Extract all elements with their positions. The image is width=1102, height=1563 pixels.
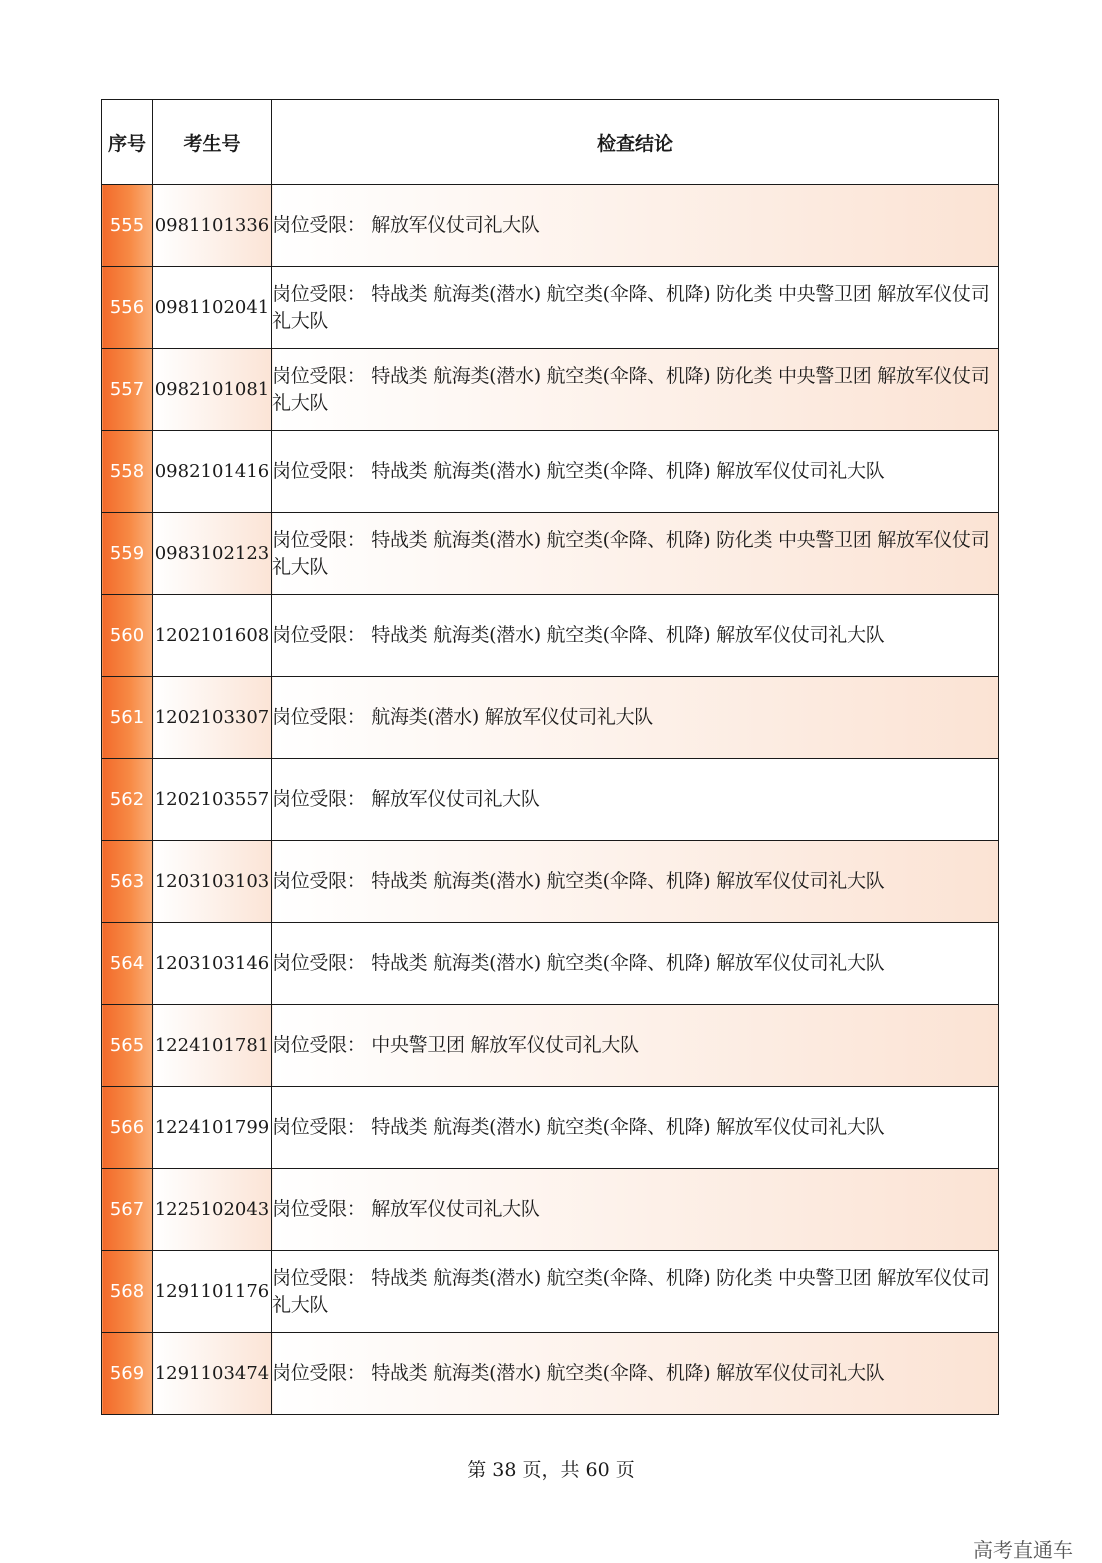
exam-no-cell: 1203103103 <box>153 841 272 923</box>
header-conclusion: 检查结论 <box>272 100 999 185</box>
table-row <box>102 1333 999 1415</box>
page-number: 第 38 页，共 60 页 <box>467 1459 635 1481</box>
table-row <box>102 759 999 841</box>
conclusion-cell: 岗位受限： 解放军仪仗司礼大队 <box>272 1169 999 1251</box>
exam-no-cell: 0982101416 <box>153 431 272 513</box>
table-row <box>102 431 999 513</box>
conclusion-cell: 岗位受限： 特战类 航海类(潜水) 航空类(伞降、机降) 解放军仪仗司礼大队 <box>272 595 999 677</box>
header-row <box>102 100 999 185</box>
exam-no-cell: 0982101081 <box>153 349 272 431</box>
seq-cell: 557 <box>102 349 153 431</box>
table-row <box>102 677 999 759</box>
exam-no-cell: 1291103474 <box>153 1333 272 1415</box>
table-row <box>102 267 999 349</box>
seq-cell: 562 <box>102 759 153 841</box>
conclusion-cell: 岗位受限： 特战类 航海类(潜水) 航空类(伞降、机降) 解放军仪仗司礼大队 <box>272 841 999 923</box>
seq-cell: 555 <box>102 185 153 267</box>
conclusion-cell: 岗位受限： 特战类 航海类(潜水) 航空类(伞降、机降) 防化类 中央警卫团 解放军仪仗司礼大队 <box>272 349 999 431</box>
seq-cell: 569 <box>102 1333 153 1415</box>
conclusion-cell: 岗位受限： 航海类(潜水) 解放军仪仗司礼大队 <box>272 677 999 759</box>
seq-cell: 566 <box>102 1087 153 1169</box>
header-exam-no: 考生号 <box>153 100 272 185</box>
watermark: 高考直通车 <box>973 1538 1073 1562</box>
conclusion-cell: 岗位受限： 特战类 航海类(潜水) 航空类(伞降、机降) 解放军仪仗司礼大队 <box>272 923 999 1005</box>
conclusion-cell: 岗位受限： 解放军仪仗司礼大队 <box>272 759 999 841</box>
exam-no-cell: 0983102123 <box>153 513 272 595</box>
header-seq: 序号 <box>102 100 153 185</box>
conclusion-cell: 岗位受限： 解放军仪仗司礼大队 <box>272 185 999 267</box>
result-table <box>101 99 999 1415</box>
conclusion-cell: 岗位受限： 特战类 航海类(潜水) 航空类(伞降、机降) 防化类 中央警卫团 解放军仪仗司礼大队 <box>272 1251 999 1333</box>
exam-no-cell: 0981101336 <box>153 185 272 267</box>
seq-cell: 568 <box>102 1251 153 1333</box>
conclusion-cell: 岗位受限： 中央警卫团 解放军仪仗司礼大队 <box>272 1005 999 1087</box>
seq-cell: 563 <box>102 841 153 923</box>
table-row <box>102 595 999 677</box>
table-row <box>102 513 999 595</box>
conclusion-cell: 岗位受限： 特战类 航海类(潜水) 航空类(伞降、机降) 防化类 中央警卫团 解放军仪仗司礼大队 <box>272 267 999 349</box>
table-row <box>102 1087 999 1169</box>
table-row <box>102 349 999 431</box>
exam-no-cell: 1291101176 <box>153 1251 272 1333</box>
exam-no-cell: 1225102043 <box>153 1169 272 1251</box>
exam-no-cell: 1224101781 <box>153 1005 272 1087</box>
conclusion-cell: 岗位受限： 特战类 航海类(潜水) 航空类(伞降、机降) 解放军仪仗司礼大队 <box>272 1087 999 1169</box>
conclusion-cell: 岗位受限： 特战类 航海类(潜水) 航空类(伞降、机降) 解放军仪仗司礼大队 <box>272 1333 999 1415</box>
exam-no-cell: 1224101799 <box>153 1087 272 1169</box>
seq-cell: 565 <box>102 1005 153 1087</box>
seq-cell: 558 <box>102 431 153 513</box>
table-row <box>102 1251 999 1333</box>
conclusion-cell: 岗位受限： 特战类 航海类(潜水) 航空类(伞降、机降) 防化类 中央警卫团 解放军仪仗司礼大队 <box>272 513 999 595</box>
table-row <box>102 185 999 267</box>
seq-cell: 556 <box>102 267 153 349</box>
seq-cell: 564 <box>102 923 153 1005</box>
seq-cell: 560 <box>102 595 153 677</box>
exam-no-cell: 0981102041 <box>153 267 272 349</box>
table-row <box>102 841 999 923</box>
table-row <box>102 923 999 1005</box>
exam-no-cell: 1202101608 <box>153 595 272 677</box>
seq-cell: 567 <box>102 1169 153 1251</box>
exam-no-cell: 1203103146 <box>153 923 272 1005</box>
conclusion-cell: 岗位受限： 特战类 航海类(潜水) 航空类(伞降、机降) 解放军仪仗司礼大队 <box>272 431 999 513</box>
seq-cell: 559 <box>102 513 153 595</box>
exam-no-cell: 1202103557 <box>153 759 272 841</box>
seq-cell: 561 <box>102 677 153 759</box>
table-row <box>102 1169 999 1251</box>
table-row <box>102 1005 999 1087</box>
exam-no-cell: 1202103307 <box>153 677 272 759</box>
